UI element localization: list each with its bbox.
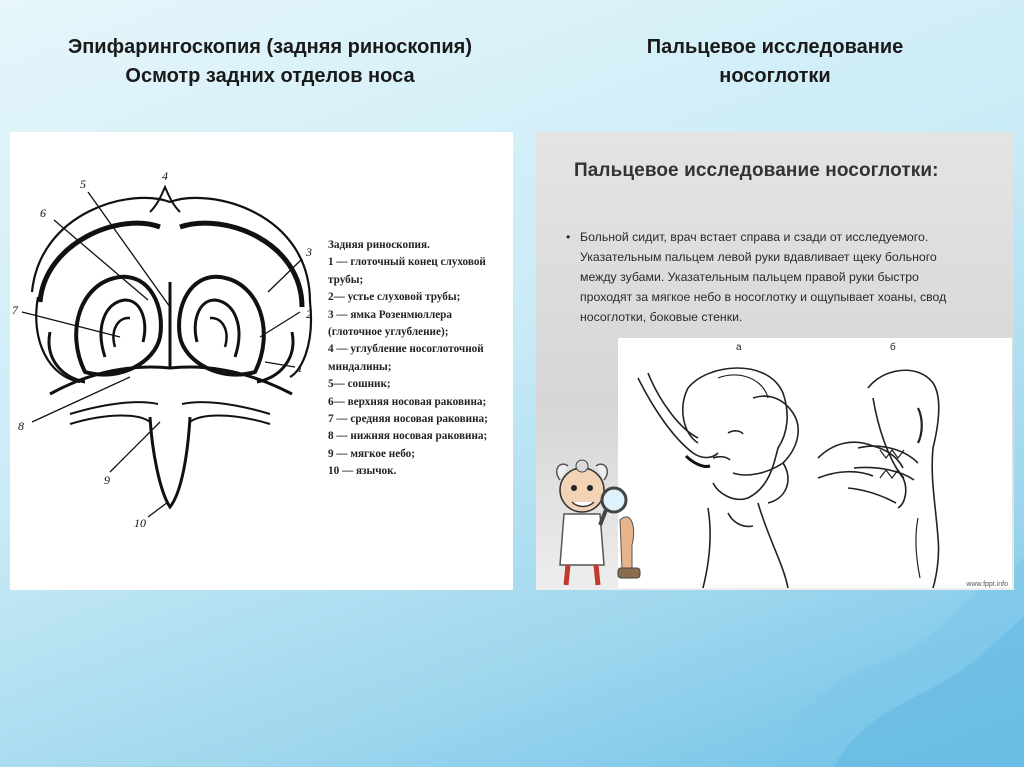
legend-line: 5— сошник; bbox=[328, 378, 391, 391]
legend-line: 8 — нижняя носовая раковина; bbox=[328, 430, 488, 443]
legend-line: Задняя риноскопия. bbox=[328, 239, 430, 251]
bullet-icon: • bbox=[566, 230, 571, 244]
diagram-number-1: 1 bbox=[297, 361, 303, 375]
slide-text-line: Указательным пальцем левой руки вдавливает щеку больного bbox=[580, 250, 937, 264]
diagram-legend bbox=[328, 237, 513, 481]
left-heading-line2: Осмотр задних отделов носа bbox=[125, 65, 415, 87]
legend-line: 9 — мягкое небо; bbox=[328, 447, 415, 460]
slide-text bbox=[566, 227, 986, 327]
exam-illustration bbox=[618, 338, 1012, 588]
rhinoscopy-diagram-panel bbox=[10, 132, 513, 590]
right-heading bbox=[540, 33, 1010, 91]
diagram-number-4: 4 bbox=[162, 169, 168, 183]
left-heading-line1: Эпифарингоскопия (задняя риноскопия) bbox=[68, 36, 472, 58]
figure-label-a: а bbox=[736, 342, 742, 353]
legend-line: миндалины; bbox=[328, 360, 392, 373]
legend-line: 2— устье слуховой трубы; bbox=[328, 291, 461, 304]
left-heading bbox=[10, 33, 530, 91]
diagram-number-8: 8 bbox=[18, 419, 24, 433]
slide-text-line: проходят за мягкое небо в носоглотку и ощупывает хоаны, свод bbox=[580, 290, 947, 304]
figure-label-b: б bbox=[890, 342, 896, 353]
diagram-number-7: 7 bbox=[12, 303, 18, 317]
legend-line: (глоточное углубление); bbox=[328, 326, 449, 339]
legend-line: трубы; bbox=[328, 273, 364, 286]
slide-text-line: Больной сидит, врач встает справа и сзади от исследуемого. bbox=[580, 230, 929, 244]
diagram-number-5: 5 bbox=[80, 177, 86, 191]
legend-line: 10 — язычок. bbox=[328, 465, 397, 478]
slide-footnote: www.fppt.info bbox=[966, 581, 1008, 588]
legend-line: 6— верхняя носовая раковина; bbox=[328, 395, 487, 408]
slide-text-line: между зубами. Указательным пальцем правой руки быстро bbox=[580, 270, 919, 284]
legend-line: 4 — углубление носоглоточной bbox=[328, 343, 484, 356]
diagram-number-3: 3 bbox=[306, 245, 312, 259]
legend-line: 1 — глоточный конец слуховой bbox=[328, 256, 486, 269]
legend-line: 7 — средняя носовая раковина; bbox=[328, 413, 488, 426]
doctor-cartoon bbox=[542, 450, 654, 590]
diagram-number-9: 9 bbox=[104, 473, 110, 487]
diagram-number-10: 10 bbox=[134, 516, 146, 530]
legend-line: 3 — ямка Розенмюллера bbox=[328, 308, 452, 321]
digital-exam-slide bbox=[536, 132, 1014, 590]
right-heading-line2: носоглотки bbox=[719, 65, 831, 87]
right-heading-line1: Пальцевое исследование bbox=[646, 36, 904, 58]
slide-title: Пальцевое исследование носоглотки: bbox=[574, 160, 939, 181]
diagram-number-2: 2 bbox=[306, 307, 312, 321]
exam-drawing bbox=[618, 338, 1012, 588]
slide-text-line: носоглотки, боковые стенки. bbox=[580, 310, 743, 324]
diagram-number-6: 6 bbox=[40, 206, 46, 220]
rhinoscopy-drawing bbox=[10, 132, 330, 590]
